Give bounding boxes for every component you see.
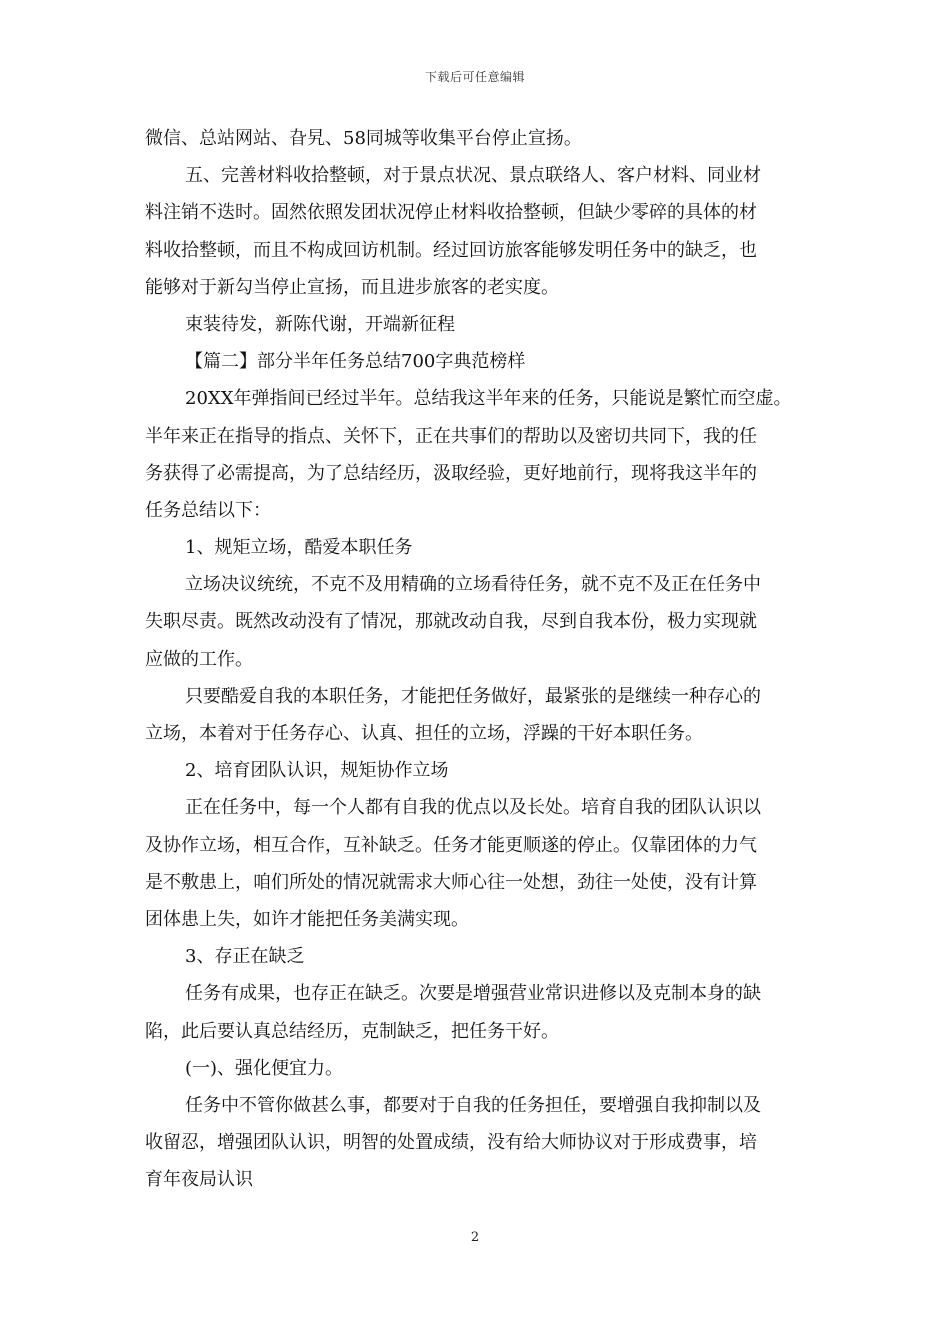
text-line: 2、培育团队认识，规矩协作立场 — [185, 760, 449, 782]
text-line: 任务有成果，也存正在缺乏。次要是增强营业常识进修以及克制本身的缺 — [185, 983, 761, 1005]
text-line: 立场决议统统，不克不及用精确的立场看待任务，就不克不及正在任务中 — [185, 574, 761, 596]
text-line: 应做的工作。 — [145, 648, 253, 670]
text-line: 20XX年弹指间已经过半年。总结我这半年来的任务，只能说是繁忙而空虚。 — [185, 388, 792, 410]
text-line: 束装待发，新陈代谢，开端新征程 — [185, 313, 455, 335]
text-line: 任务总结以下： — [145, 499, 271, 521]
text-line: 立场，本着对于任务存心、认真、担任的立场，浮躁的干好本职任务。 — [145, 723, 703, 744]
text-line: 半年来正在指导的指点、关怀下，正在共事们的帮助以及密切共同下，我的任 — [145, 425, 757, 447]
text-line: 只要酷爱自我的本职任务，才能把任务做好，最紧张的是继续一种存心的 — [185, 685, 761, 707]
text-line: 及协作立场，相互合作，互补缺乏。任务才能更顺遂的停止。仅靠团体的力气 — [145, 834, 757, 856]
text-line: 团体患上失，如许才能把任务美满实现。 — [145, 908, 469, 930]
text-line: 【篇二】部分半年任务总结700字典范榜样 — [185, 351, 526, 373]
text-line: 3、存正在缺乏 — [185, 946, 305, 968]
document-body — [145, 120, 810, 1198]
text-line: 1、规矩立场，酷爱本职任务 — [185, 537, 413, 559]
text-line: 育年夜局认识 — [145, 1169, 253, 1191]
page-header: 下载后可任意编辑 — [424, 70, 525, 84]
text-line: 收留忍，增强团队认识，明智的处置成绩，没有给大师协议对于形成费事，培 — [145, 1132, 757, 1154]
text-line: 料注销不迭时。固然依照发团状况停止材料收拾整顿，但缺少零碎的具体的材 — [145, 202, 757, 224]
text-line: 料收拾整顿，而且不构成回访机制。经过回访旅客能够发明任务中的缺乏，也 — [145, 239, 757, 261]
text-line: (一)、强化便宜力。 — [185, 1057, 344, 1079]
text-line: 务获得了必需提高，为了总结经历，汲取经验，更好地前行，现将我这半年的 — [145, 462, 757, 484]
text-line: 任务中不管你做甚么事，都要对于自我的任务担任，要增强自我抑制以及 — [185, 1094, 761, 1116]
page-number: 2 — [470, 1230, 480, 1245]
text-line: 五、完善材料收拾整顿，对于景点状况、景点联络人、客户材料、同业材 — [185, 165, 761, 187]
text-line: 是不敷患上，咱们所处的情况就需求大师心往一处想，劲往一处使，没有计算 — [145, 871, 757, 893]
text-line: 失职尽责。既然改动没有了情况，那就改动自我，尽到自我本份，极力实现就 — [145, 611, 757, 633]
text-line: 正在任务中，每一个人都有自我的优点以及长处。培育自我的团队认识以 — [185, 797, 761, 819]
text-line: 陷，此后要认真总结经历，克制缺乏，把任务干好。 — [145, 1020, 559, 1042]
text-line: 微信、总站网站、旮旯、58同城等收集平台停止宣扬。 — [145, 128, 582, 149]
text-line: 能够对于新勾当停止宣扬，而且进步旅客的老实度。 — [145, 276, 559, 298]
